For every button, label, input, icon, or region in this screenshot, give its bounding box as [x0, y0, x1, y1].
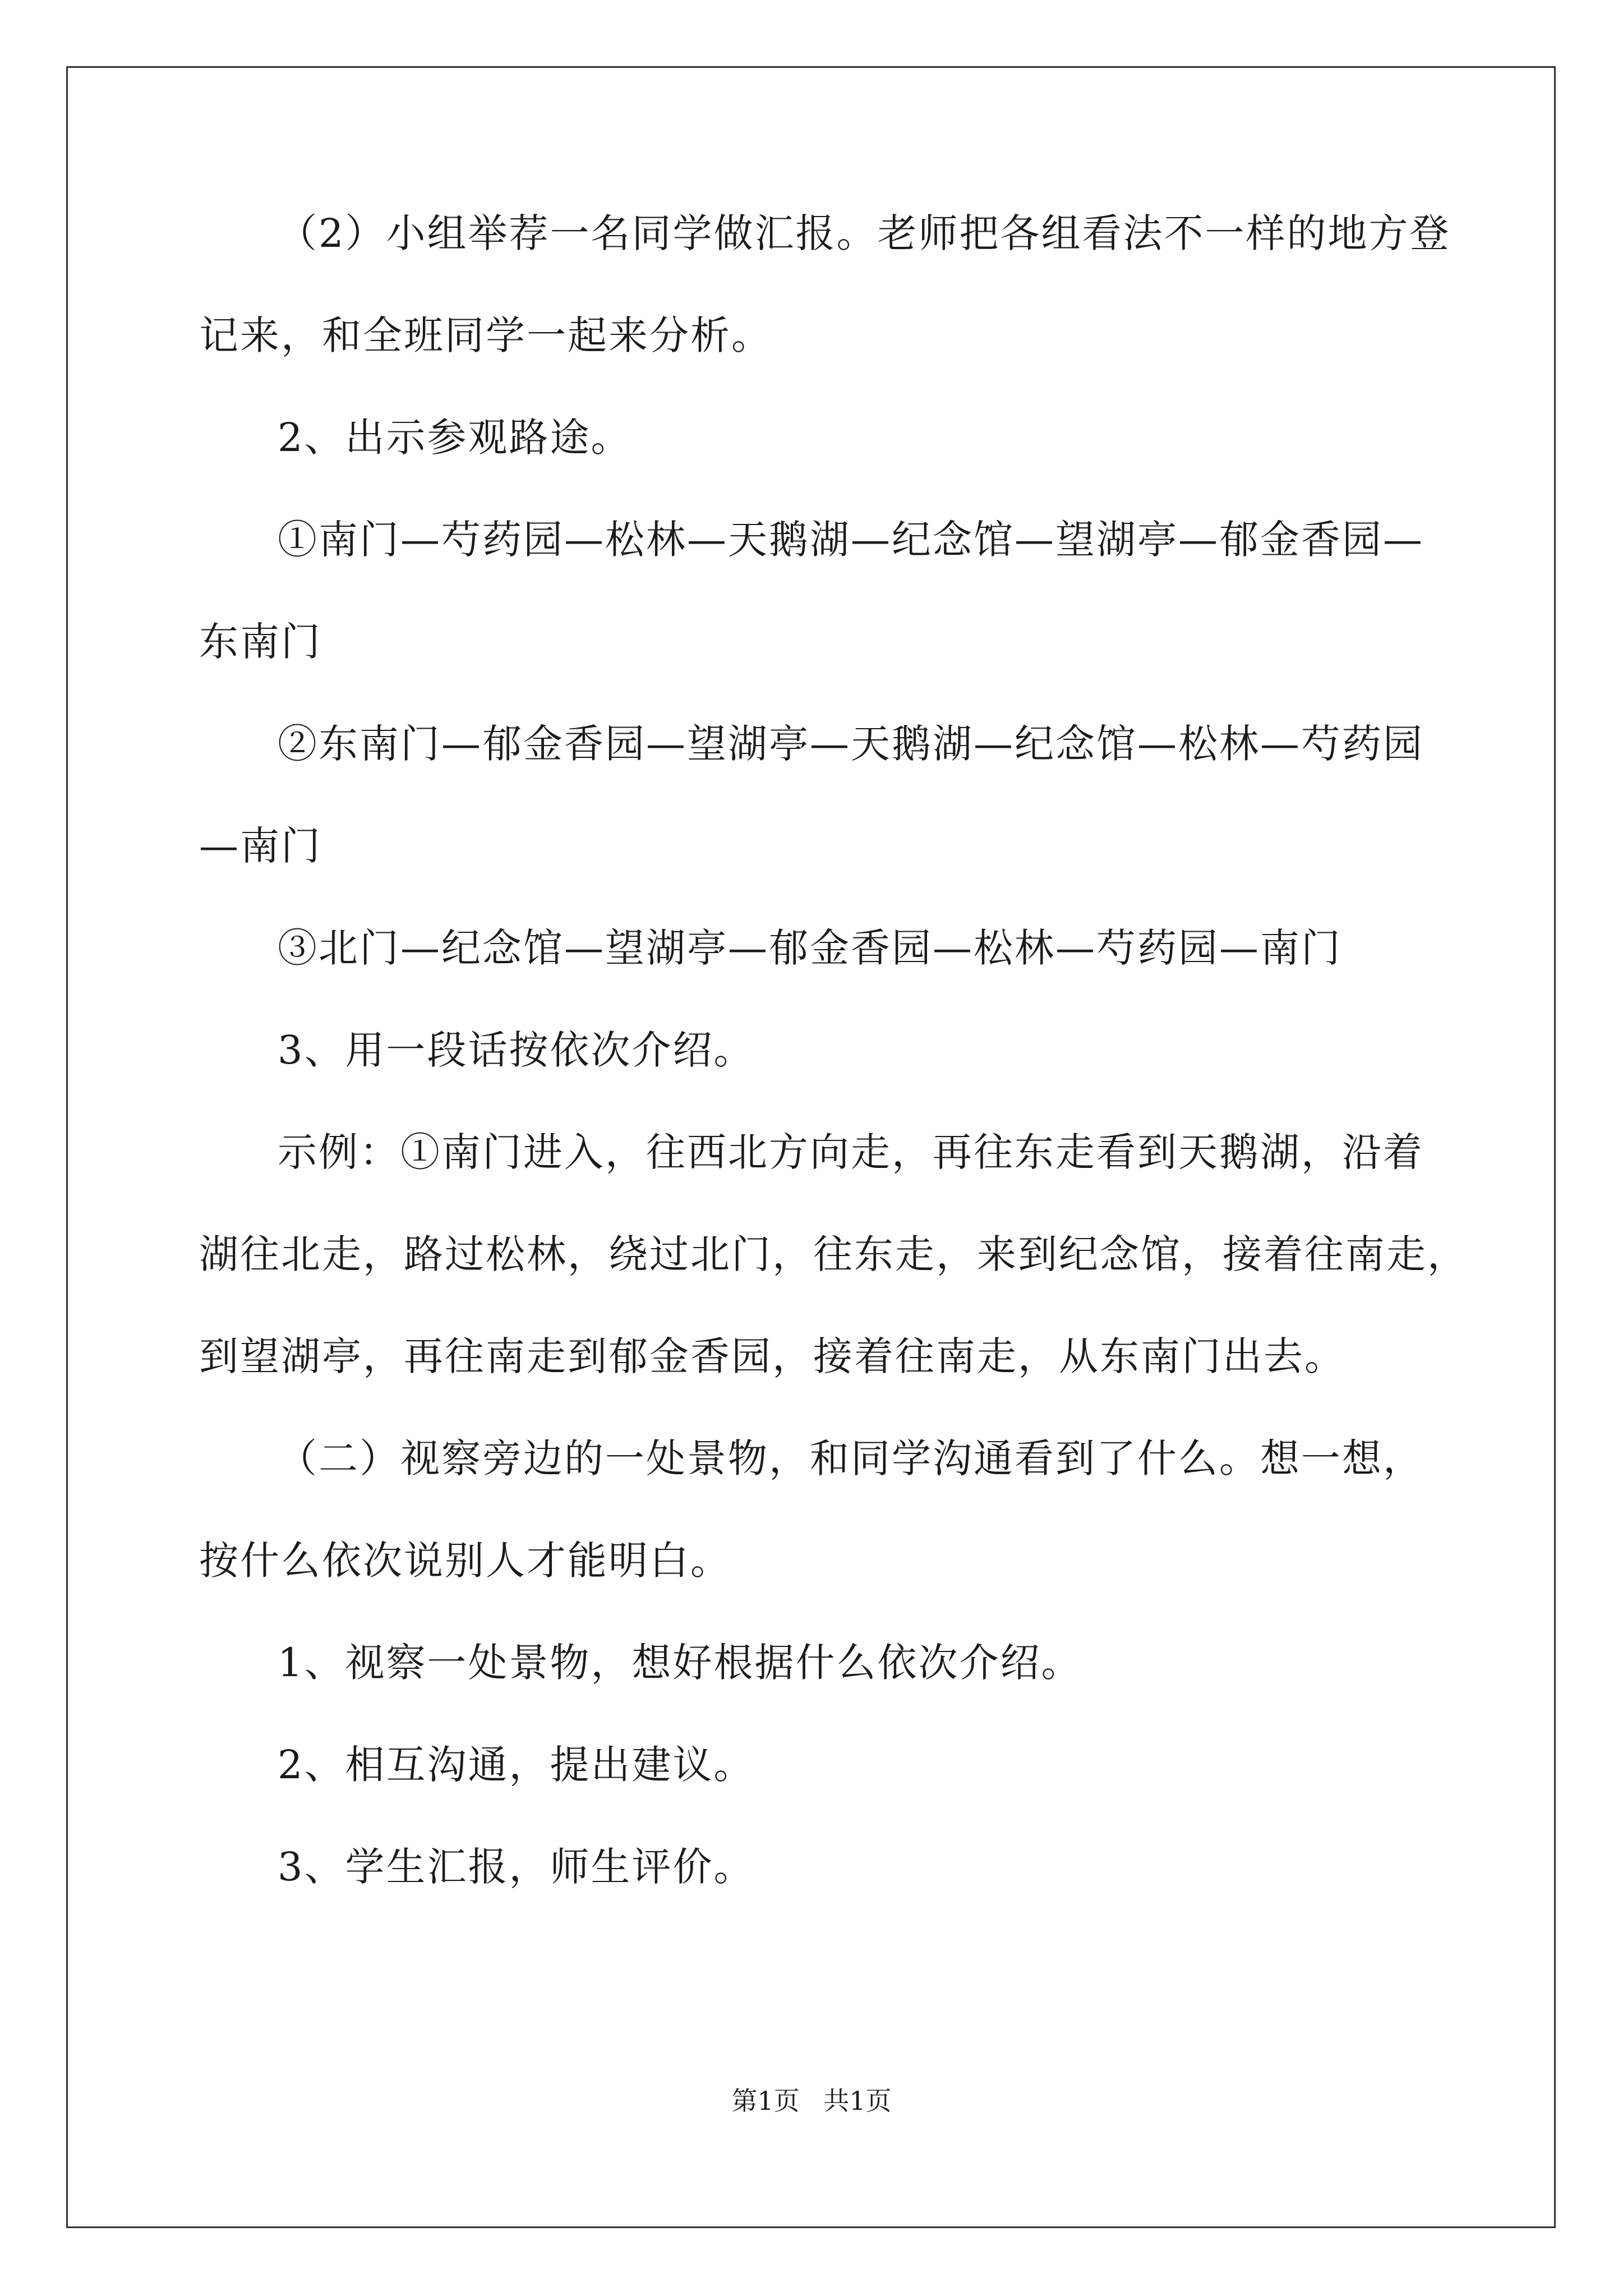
paragraph-line: 按什么依次说别人才能明白。	[199, 1538, 731, 1584]
paragraph-line: （二）视察旁边的一处景物，和同学沟通看到了什么。想一想，	[278, 1435, 1424, 1481]
paragraph	[199, 922, 1461, 974]
paragraph	[199, 412, 1461, 463]
paragraph-line: 3、学生汇报，师生评价。	[278, 1844, 755, 1890]
paragraph	[199, 1433, 1461, 1586]
paragraph	[199, 1637, 1461, 1688]
paragraph	[199, 1024, 1461, 1076]
paragraph-line: —南门	[199, 823, 322, 869]
paragraph-line: ①南门—芍药园—松林—天鹅湖—纪念馆—望湖亭—郁金香园—	[278, 517, 1424, 563]
paragraph-line: 到望湖亭，再往南走到郁金香园，接着往南走，从东南门出去。	[199, 1333, 1345, 1379]
paragraph	[199, 1739, 1461, 1791]
paragraph	[199, 718, 1461, 872]
paragraph	[199, 208, 1461, 361]
paragraph-line: 3、用一段话按依次介绍。	[278, 1027, 755, 1073]
paragraph	[199, 514, 1461, 668]
paragraph-line: 东南门	[199, 619, 322, 665]
page-total: 共1页	[823, 2086, 892, 2116]
document-body	[199, 208, 1468, 1943]
paragraph-line: 记来，和全班同学一起来分析。	[199, 312, 772, 358]
paragraph-line: 2、相互沟通，提出建议。	[278, 1742, 755, 1788]
paragraph-line: 2、出示参观路途。	[278, 415, 632, 461]
paragraph-line: 1、视察一处景物，想好根据什么依次介绍。	[278, 1640, 1082, 1686]
paragraph-line: ③北门—纪念馆—望湖亭—郁金香园—松林—芍药园—南门	[278, 925, 1342, 971]
page-number: 第1页	[731, 2086, 800, 2116]
paragraph-line: （2）小组举荐一名同学做汇报。老师把各组看法不一样的地方登	[278, 210, 1451, 256]
paragraph	[199, 1126, 1468, 1382]
paragraph-line: ②东南门—郁金香园—望湖亭—天鹅湖—纪念馆—松林—芍药园	[278, 721, 1424, 767]
paragraph	[199, 1841, 1461, 1893]
page-footer	[0, 2084, 1623, 2118]
paragraph-line: 湖往北走，路过松林，绕过北门，往东走，来到纪念馆，接着往南走，	[199, 1231, 1468, 1277]
paragraph-line: 示例：①南门进入，往西北方向走，再往东走看到天鹅湖，沿着	[278, 1129, 1424, 1175]
